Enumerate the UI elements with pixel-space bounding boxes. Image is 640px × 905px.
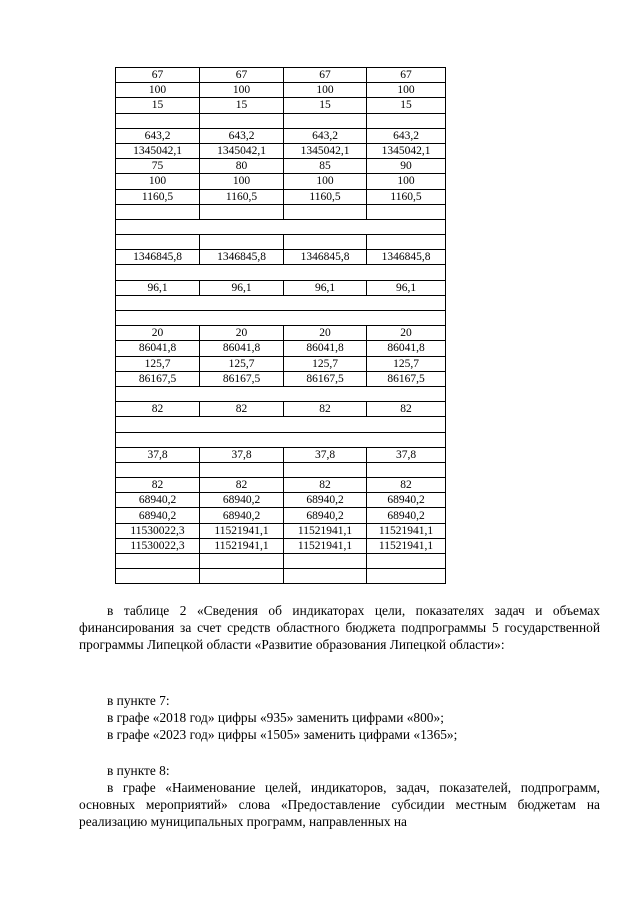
table-row <box>116 143 446 158</box>
table-cell: 643,2 <box>284 128 367 143</box>
table-row <box>116 219 446 234</box>
table-cell: 82 <box>116 478 200 493</box>
table-cell: 643,2 <box>367 128 446 143</box>
table-row <box>116 508 446 523</box>
table-cell: 96,1 <box>116 280 200 295</box>
table-row <box>116 311 446 326</box>
table-cell: 20 <box>367 326 446 341</box>
table-row <box>116 493 446 508</box>
table-row <box>116 371 446 386</box>
table-cell: 86041,8 <box>367 341 446 356</box>
table-cell: 100 <box>200 174 284 189</box>
table-row <box>116 128 446 143</box>
table-cell: 100 <box>116 83 200 98</box>
table-cell: 100 <box>200 83 284 98</box>
table-cell: 11521941,1 <box>284 523 367 538</box>
table-cell: 1345042,1 <box>116 143 200 158</box>
table-cell: 86041,8 <box>200 341 284 356</box>
table-row <box>116 326 446 341</box>
paragraph-table2-intro <box>79 603 600 654</box>
table-cell: 643,2 <box>200 128 284 143</box>
paragraph-point8 <box>79 763 600 831</box>
table-cell <box>367 462 446 477</box>
table-cell: 1345042,1 <box>284 143 367 158</box>
table-row <box>116 341 446 356</box>
table-cell: 15 <box>116 98 200 113</box>
table-row <box>116 83 446 98</box>
table-cell: 643,2 <box>116 128 200 143</box>
table-cell: 37,8 <box>116 447 200 462</box>
table-cell <box>200 204 284 219</box>
table-cell: 100 <box>367 83 446 98</box>
table-cell: 68940,2 <box>200 508 284 523</box>
table-cell: 11521941,1 <box>200 523 284 538</box>
table-cell: 125,7 <box>200 356 284 371</box>
table-cell: 82 <box>367 402 446 417</box>
table-cell: 67 <box>284 68 367 83</box>
indicators-table-body <box>116 68 446 584</box>
table-cell: 82 <box>284 402 367 417</box>
table-cell: 11521941,1 <box>284 538 367 553</box>
table-cell: 90 <box>367 159 446 174</box>
table-cell: 125,7 <box>284 356 367 371</box>
table-cell <box>367 569 446 584</box>
table-cell: 68940,2 <box>116 493 200 508</box>
table-cell: 11530022,3 <box>116 538 200 553</box>
table-cell: 1345042,1 <box>200 143 284 158</box>
table-cell: 37,8 <box>367 447 446 462</box>
table-cell <box>284 462 367 477</box>
table-cell: 20 <box>284 326 367 341</box>
table-cell: 82 <box>200 402 284 417</box>
table-cell: 86167,5 <box>367 371 446 386</box>
table-cell-merged <box>116 432 446 447</box>
point8-text: в графе «Наименование целей, индикаторов, задач, показателей, подпрограмм, основных мероприятий» слова «Предоставление субсидии местным бюджетам на реализацию муниципальных программ, направленных на <box>79 779 600 829</box>
table-cell: 15 <box>367 98 446 113</box>
table-row <box>116 204 446 219</box>
table-cell: 15 <box>284 98 367 113</box>
table-cell: 100 <box>367 174 446 189</box>
point7-heading: в пункте 7: <box>107 693 170 708</box>
table-cell: 1160,5 <box>367 189 446 204</box>
table-cell: 11530022,3 <box>116 523 200 538</box>
table2-intro-text: в таблице 2 «Сведения об индикаторах цели, показателях задач и объемах финансирования за счет средств областного бюджета подпрограммы 5 государственной программы Липецкой области «Развитие образования Липецкой области»: <box>79 603 600 652</box>
table-cell: 1160,5 <box>116 189 200 204</box>
table-cell <box>116 235 200 250</box>
table-cell <box>200 569 284 584</box>
table-row <box>116 478 446 493</box>
table-cell: 125,7 <box>367 356 446 371</box>
table-cell: 80 <box>200 159 284 174</box>
table-cell: 86167,5 <box>284 371 367 386</box>
table-cell: 75 <box>116 159 200 174</box>
table-cell: 67 <box>116 68 200 83</box>
table-row <box>116 386 446 401</box>
table-row <box>116 113 446 128</box>
table-cell: 96,1 <box>367 280 446 295</box>
table-cell: 1160,5 <box>284 189 367 204</box>
table-row <box>116 462 446 477</box>
table-cell: 1160,5 <box>200 189 284 204</box>
table-cell: 96,1 <box>284 280 367 295</box>
table-row <box>116 554 446 569</box>
table-cell: 1346845,8 <box>367 250 446 265</box>
table-cell <box>116 569 200 584</box>
table-cell: 100 <box>284 174 367 189</box>
table-cell: 11521941,1 <box>367 538 446 553</box>
table-cell: 1346845,8 <box>284 250 367 265</box>
table-cell-merged <box>116 311 446 326</box>
table-cell: 100 <box>116 174 200 189</box>
table-cell <box>116 462 200 477</box>
table-cell: 96,1 <box>200 280 284 295</box>
table-cell: 20 <box>200 326 284 341</box>
table-row <box>116 68 446 83</box>
table-row <box>116 159 446 174</box>
table-cell: 67 <box>200 68 284 83</box>
table-cell <box>116 113 200 128</box>
table-cell: 68940,2 <box>284 493 367 508</box>
point7-change-2018: в графе «2018 год» цифры «935» заменить цифрами «800»; <box>107 709 444 725</box>
table-cell: 68940,2 <box>367 508 446 523</box>
table-cell-merged <box>116 386 446 401</box>
table-cell <box>200 113 284 128</box>
indicators-table <box>115 67 446 584</box>
table-cell <box>116 204 200 219</box>
table-row <box>116 295 446 310</box>
point8-heading: в пункте 8: <box>107 763 170 778</box>
table-row <box>116 189 446 204</box>
table-cell <box>284 113 367 128</box>
table-cell: 15 <box>200 98 284 113</box>
table-row <box>116 447 446 462</box>
table-row <box>116 265 446 280</box>
table-cell: 37,8 <box>284 447 367 462</box>
table-cell <box>367 235 446 250</box>
table-cell: 11521941,1 <box>367 523 446 538</box>
paragraph-point7 <box>79 693 600 744</box>
table-cell <box>367 204 446 219</box>
table-cell <box>116 554 200 569</box>
table-cell <box>284 569 367 584</box>
table-row <box>116 250 446 265</box>
table-cell: 1346845,8 <box>116 250 200 265</box>
table-cell <box>367 554 446 569</box>
table-row <box>116 417 446 432</box>
table-cell <box>284 235 367 250</box>
table-row <box>116 280 446 295</box>
table-cell: 1346845,8 <box>200 250 284 265</box>
table-row <box>116 235 446 250</box>
table-cell: 86041,8 <box>284 341 367 356</box>
table-row <box>116 402 446 417</box>
table-row <box>116 432 446 447</box>
table-row <box>116 174 446 189</box>
table-cell: 68940,2 <box>284 508 367 523</box>
table-cell-merged <box>116 295 446 310</box>
table-cell: 82 <box>116 402 200 417</box>
table-cell: 85 <box>284 159 367 174</box>
table-cell-merged <box>116 417 446 432</box>
table-cell <box>367 113 446 128</box>
table-cell <box>200 462 284 477</box>
table-cell: 37,8 <box>200 447 284 462</box>
table-cell: 82 <box>200 478 284 493</box>
table-cell <box>200 235 284 250</box>
table-cell: 100 <box>284 83 367 98</box>
table-row <box>116 98 446 113</box>
table-cell: 68940,2 <box>116 508 200 523</box>
table-cell-merged <box>116 219 446 234</box>
table-row <box>116 523 446 538</box>
table-cell: 68940,2 <box>200 493 284 508</box>
table-cell: 86167,5 <box>200 371 284 386</box>
table-cell: 82 <box>367 478 446 493</box>
table-cell: 67 <box>367 68 446 83</box>
table-cell-merged <box>116 265 446 280</box>
table-cell: 82 <box>284 478 367 493</box>
table-cell: 86041,8 <box>116 341 200 356</box>
table-row <box>116 569 446 584</box>
table-cell: 68940,2 <box>367 493 446 508</box>
table-cell: 20 <box>116 326 200 341</box>
table-cell <box>284 554 367 569</box>
table-cell: 11521941,1 <box>200 538 284 553</box>
table-cell <box>284 204 367 219</box>
table-cell: 1345042,1 <box>367 143 446 158</box>
table-cell: 125,7 <box>116 356 200 371</box>
table-row <box>116 538 446 553</box>
table-cell: 86167,5 <box>116 371 200 386</box>
table-row <box>116 356 446 371</box>
table-cell <box>200 554 284 569</box>
point7-change-2023: в графе «2023 год» цифры «1505» заменить цифрами «1365»; <box>107 726 458 742</box>
